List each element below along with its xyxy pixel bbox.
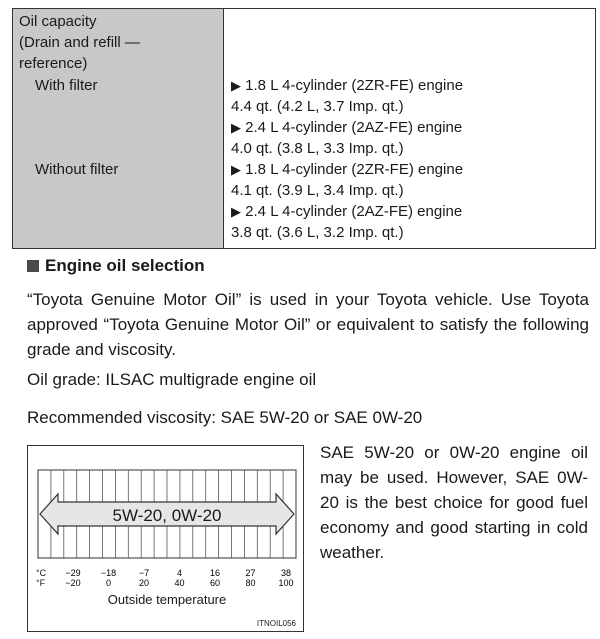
fahrenheit-tick-label: 40 [174,578,185,588]
celsius-tick-label: −29 [65,568,81,578]
engine-label: 2.4 L 4-cylinder (2AZ-FE) engine [245,119,463,136]
viscosity-chart [28,446,303,631]
engine-label: 1.8 L 4-cylinder (2ZR-FE) engine [245,77,464,94]
intro-paragraph: “Toyota Genuine Motor Oil” is used in your Toyota vehicle. Use Toyota approved “Toyota Genuine Motor Oil” or equivalent to satisfy the following grade and viscosity. [27,290,589,359]
capacity-value: 4.0 qt. (3.8 L, 3.3 Imp. qt.) [231,140,404,157]
celsius-tick-label: 38 [280,568,292,578]
temperature-tick-labels [65,568,293,588]
fahrenheit-tick-label: 80 [245,578,256,588]
capacity-value: 3.8 qt. (3.6 L, 3.2 Imp. qt.) [231,224,404,241]
celsius-tick-label: 27 [245,568,256,578]
oil-capacity-heading-line-2: (Drain and refill — [19,34,140,51]
capacity-value: 4.4 qt. (4.2 L, 3.7 Imp. qt.) [231,98,404,115]
section-heading-text: Engine oil selection [45,256,205,275]
without-filter-label: Without filter [35,161,119,178]
square-bullet-icon [27,260,39,272]
arrow-icon: ▶ [231,162,241,177]
celsius-tick-label: 16 [209,568,221,578]
fahrenheit-tick-label: 20 [138,578,150,588]
figure-caption: SAE 5W-20 or 0W-20 engine oil may be used. However, SAE 0W-20 is the best choice for good fuel economy and good starting in cold weather. [320,443,588,562]
section-heading [27,256,205,276]
engine-row-3 [231,159,463,180]
celsius-unit: °C [36,568,47,578]
oil-capacity-heading-line-1: Oil capacity [19,13,97,30]
viscosity-range-label: 5W-20, 0W-20 [112,506,222,525]
capacity-value: 4.1 qt. (3.9 L, 3.4 Imp. qt.) [231,182,404,199]
fahrenheit-unit: °F [36,578,46,588]
oil-grade-text: Oil grade: ILSAC multigrade engine oil [27,370,317,389]
figure-id: ITNOIL056 [256,619,296,628]
celsius-tick-label: 4 [176,568,183,578]
fahrenheit-tick-label: 60 [209,578,221,588]
engine-row-1 [231,75,463,96]
arrow-icon: ▶ [231,120,241,135]
oil-capacity-table [12,8,596,249]
fahrenheit-tick-label: 100 [278,578,294,588]
spec-label-column [13,9,224,248]
fahrenheit-tick-label: −20 [65,578,81,588]
fahrenheit-tick-label: 0 [105,578,112,588]
engine-row-4 [231,201,462,222]
with-filter-label: With filter [35,77,98,94]
oil-capacity-heading-line-3: reference) [19,55,88,72]
arrow-icon: ▶ [231,204,241,219]
celsius-tick-label: −7 [138,568,150,578]
engine-row-2 [231,117,462,138]
arrow-icon: ▶ [231,78,241,93]
viscosity-text: Recommended viscosity: SAE 5W-20 or SAE 0W-20 [27,408,423,427]
celsius-tick-label: −18 [100,568,117,578]
engine-label: 2.4 L 4-cylinder (2AZ-FE) engine [245,203,463,220]
spec-value-column [224,9,595,248]
axis-label: Outside temperature [107,592,227,607]
engine-label: 1.8 L 4-cylinder (2ZR-FE) engine [245,161,464,178]
viscosity-figure [27,445,304,632]
